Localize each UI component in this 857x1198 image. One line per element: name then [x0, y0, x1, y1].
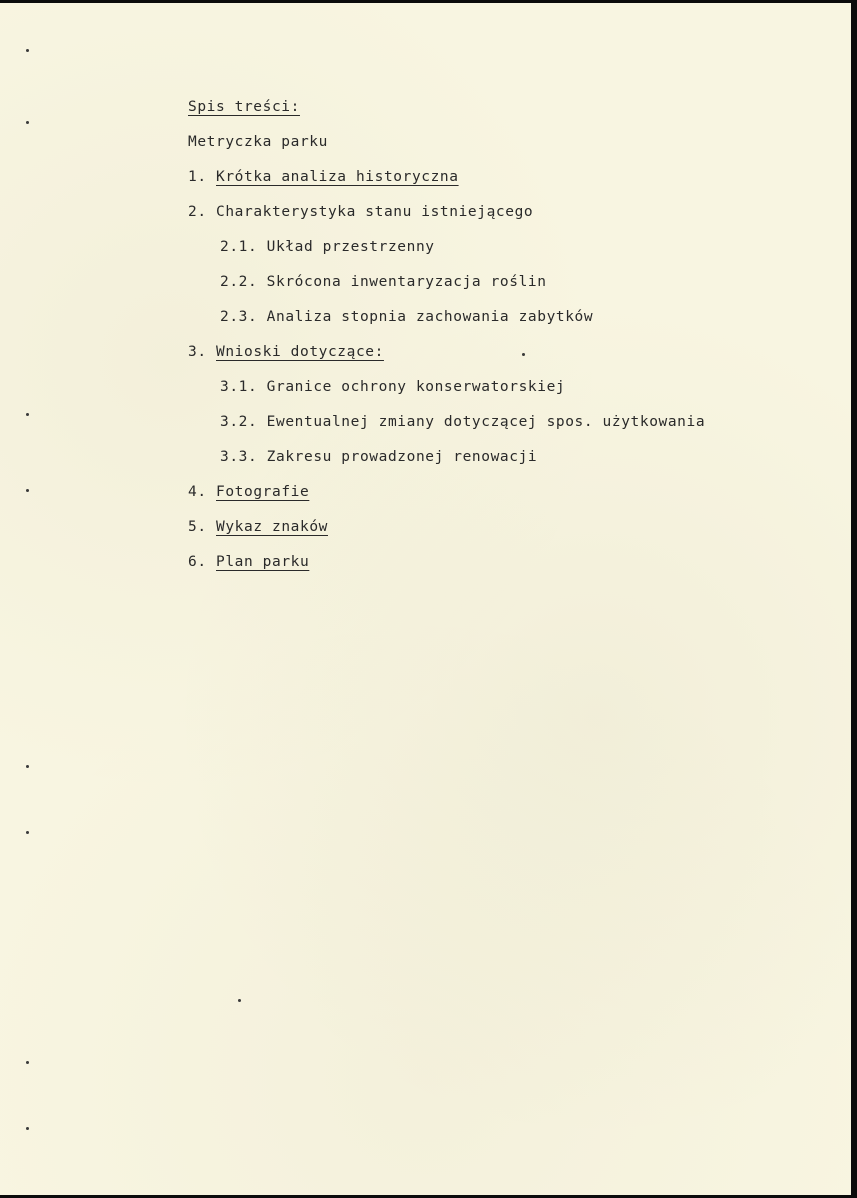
toc-item-text: Granice ochrony konserwatorskiej — [266, 379, 566, 395]
toc-item-3 — [188, 343, 384, 361]
margin-mark — [26, 121, 29, 124]
toc-item-metryczka — [188, 133, 328, 151]
toc-item-2-1 — [220, 238, 435, 256]
toc-item-text: Skrócona inwentaryzacja roślin — [266, 274, 547, 290]
toc-item-3-3 — [220, 448, 537, 466]
toc-item-number: 2.1. — [220, 239, 258, 255]
toc-item-text: Fotografie — [216, 484, 310, 500]
margin-mark — [26, 413, 29, 416]
toc-item-6 — [188, 553, 309, 571]
toc-item-2-3 — [220, 308, 593, 326]
toc-item-2-2 — [220, 273, 547, 291]
toc-item-number: 3.2. — [220, 414, 258, 430]
paper-speck — [522, 353, 525, 356]
toc-item-text: Plan parku — [216, 554, 310, 570]
margin-mark — [26, 1061, 29, 1064]
toc-item-2 — [188, 203, 533, 221]
toc-item-text: Wykaz znaków — [216, 519, 328, 535]
toc-item-number: 2.3. — [220, 309, 258, 325]
toc-item-text: Wnioski dotyczące: — [216, 344, 384, 360]
toc-item-4 — [188, 483, 309, 501]
toc-item-number: 3.3. — [220, 449, 258, 465]
document-page — [0, 3, 851, 1195]
toc-item-3-2 — [220, 413, 705, 431]
table-of-contents — [0, 3, 851, 1195]
toc-heading — [188, 98, 300, 116]
toc-item-number: 5. — [188, 519, 207, 535]
toc-item-text: Układ przestrzenny — [266, 239, 435, 255]
toc-item-number: 6. — [188, 554, 207, 570]
toc-item-text: Zakresu prowadzonej renowacji — [266, 449, 538, 465]
margin-mark — [26, 831, 29, 834]
toc-item-number: 3. — [188, 344, 207, 360]
toc-item-number: 2.2. — [220, 274, 258, 290]
margin-mark — [26, 49, 29, 52]
margin-mark — [26, 765, 29, 768]
toc-item-number: 1. — [188, 169, 207, 185]
paper-speck — [238, 999, 241, 1002]
toc-item-number: 2. — [188, 204, 207, 220]
margin-mark — [26, 489, 29, 492]
toc-item-number: 4. — [188, 484, 207, 500]
toc-item-number: 3.1. — [220, 379, 258, 395]
toc-item-text: Krótka analiza historyczna — [216, 169, 459, 185]
toc-item-text: Ewentualnej zmiany dotyczącej spos. użytkowania — [266, 414, 706, 430]
toc-item-5 — [188, 518, 328, 536]
toc-item-3-1 — [220, 378, 565, 396]
toc-item-1 — [188, 168, 459, 186]
scan-edge — [851, 0, 857, 1198]
toc-heading-text: Spis treści: — [188, 99, 300, 115]
toc-item-text: Charakterystyka stanu istniejącego — [216, 204, 534, 220]
toc-item-text: Analiza stopnia zachowania zabytków — [266, 309, 594, 325]
margin-mark — [26, 1127, 29, 1130]
toc-item-text: Metryczka parku — [188, 134, 328, 150]
